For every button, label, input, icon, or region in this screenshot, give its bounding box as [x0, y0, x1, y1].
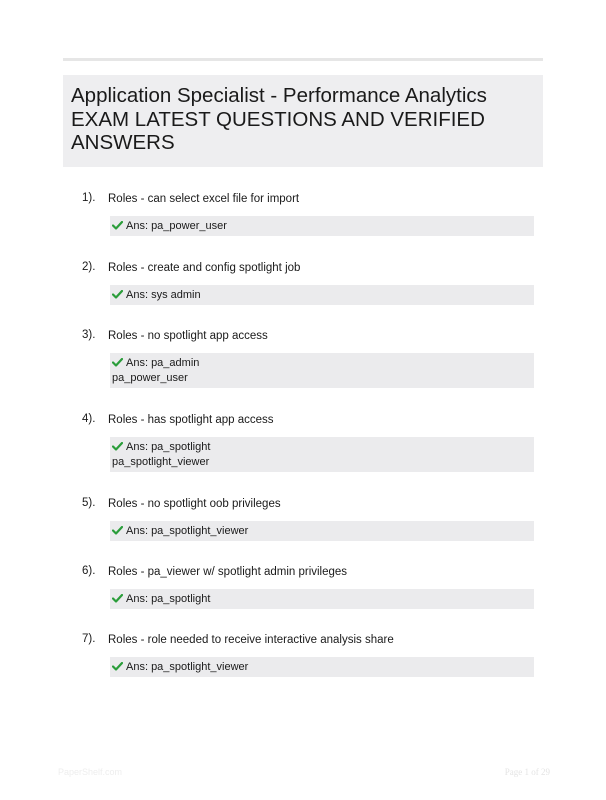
answer-line: [112, 592, 534, 607]
question-number: 6).: [82, 565, 96, 577]
watermark-text: PaperShelf.com: [58, 767, 123, 777]
question-number: 7).: [82, 633, 96, 645]
answer-continuation: pa_power_user: [112, 372, 188, 384]
page-number: Page 1 of 29: [504, 767, 550, 777]
answer-text: Ans: pa_spotlight_viewer: [126, 661, 249, 673]
answer-continuation: pa_spotlight_viewer: [112, 456, 210, 468]
check-icon: [112, 526, 123, 535]
question-number: 5).: [82, 497, 96, 509]
document-title-box: [63, 75, 543, 167]
question-text: Roles - can select excel file for import: [108, 193, 300, 205]
check-icon: [112, 358, 123, 367]
question-number: 3).: [82, 329, 96, 341]
title-line-2: EXAM LATEST QUESTIONS AND VERIFIED: [71, 107, 485, 131]
answer-line: [112, 524, 534, 539]
question-text: Roles - no spotlight app access: [108, 330, 268, 342]
answer-line: [112, 660, 534, 675]
question-text: Roles - no spotlight oob privileges: [108, 498, 281, 510]
question-text: Roles - role needed to receive interactive analysis share: [108, 634, 394, 646]
top-divider: [63, 58, 543, 61]
title-line-3: ANSWERS: [71, 131, 175, 154]
answer-text: Ans: pa_power_user: [126, 220, 227, 232]
title-line-1: Application Specialist - Performance Analytics: [71, 84, 487, 107]
answer-box: [110, 521, 534, 541]
check-icon: [112, 594, 123, 603]
check-icon: [112, 290, 123, 299]
question-number: 4).: [82, 413, 96, 425]
answer-line: [112, 440, 534, 455]
question-text: Roles - has spotlight app access: [108, 414, 274, 426]
answer-text: Ans: sys admin: [126, 289, 201, 301]
answer-box: [110, 216, 534, 236]
answer-line: [112, 356, 534, 371]
check-icon: [112, 662, 123, 671]
answer-text: Ans: pa_admin: [126, 357, 200, 369]
answer-text: Ans: pa_spotlight: [126, 593, 211, 605]
answer-box: [110, 285, 534, 305]
answer-line: [112, 288, 534, 303]
question-number: 2).: [82, 261, 96, 273]
answer-box: [110, 353, 534, 388]
question-number: 1).: [82, 192, 96, 204]
answer-line: [112, 219, 534, 234]
answer-text: Ans: pa_spotlight_viewer: [126, 525, 249, 537]
answer-box: [110, 437, 534, 472]
answer-box: [110, 589, 534, 609]
question-text: Roles - create and config spotlight job: [108, 262, 301, 274]
answer-box: [110, 657, 534, 677]
check-icon: [112, 221, 123, 230]
check-icon: [112, 442, 123, 451]
question-text: Roles - pa_viewer w/ spotlight admin privileges: [108, 566, 348, 578]
answer-text: Ans: pa_spotlight: [126, 441, 211, 453]
